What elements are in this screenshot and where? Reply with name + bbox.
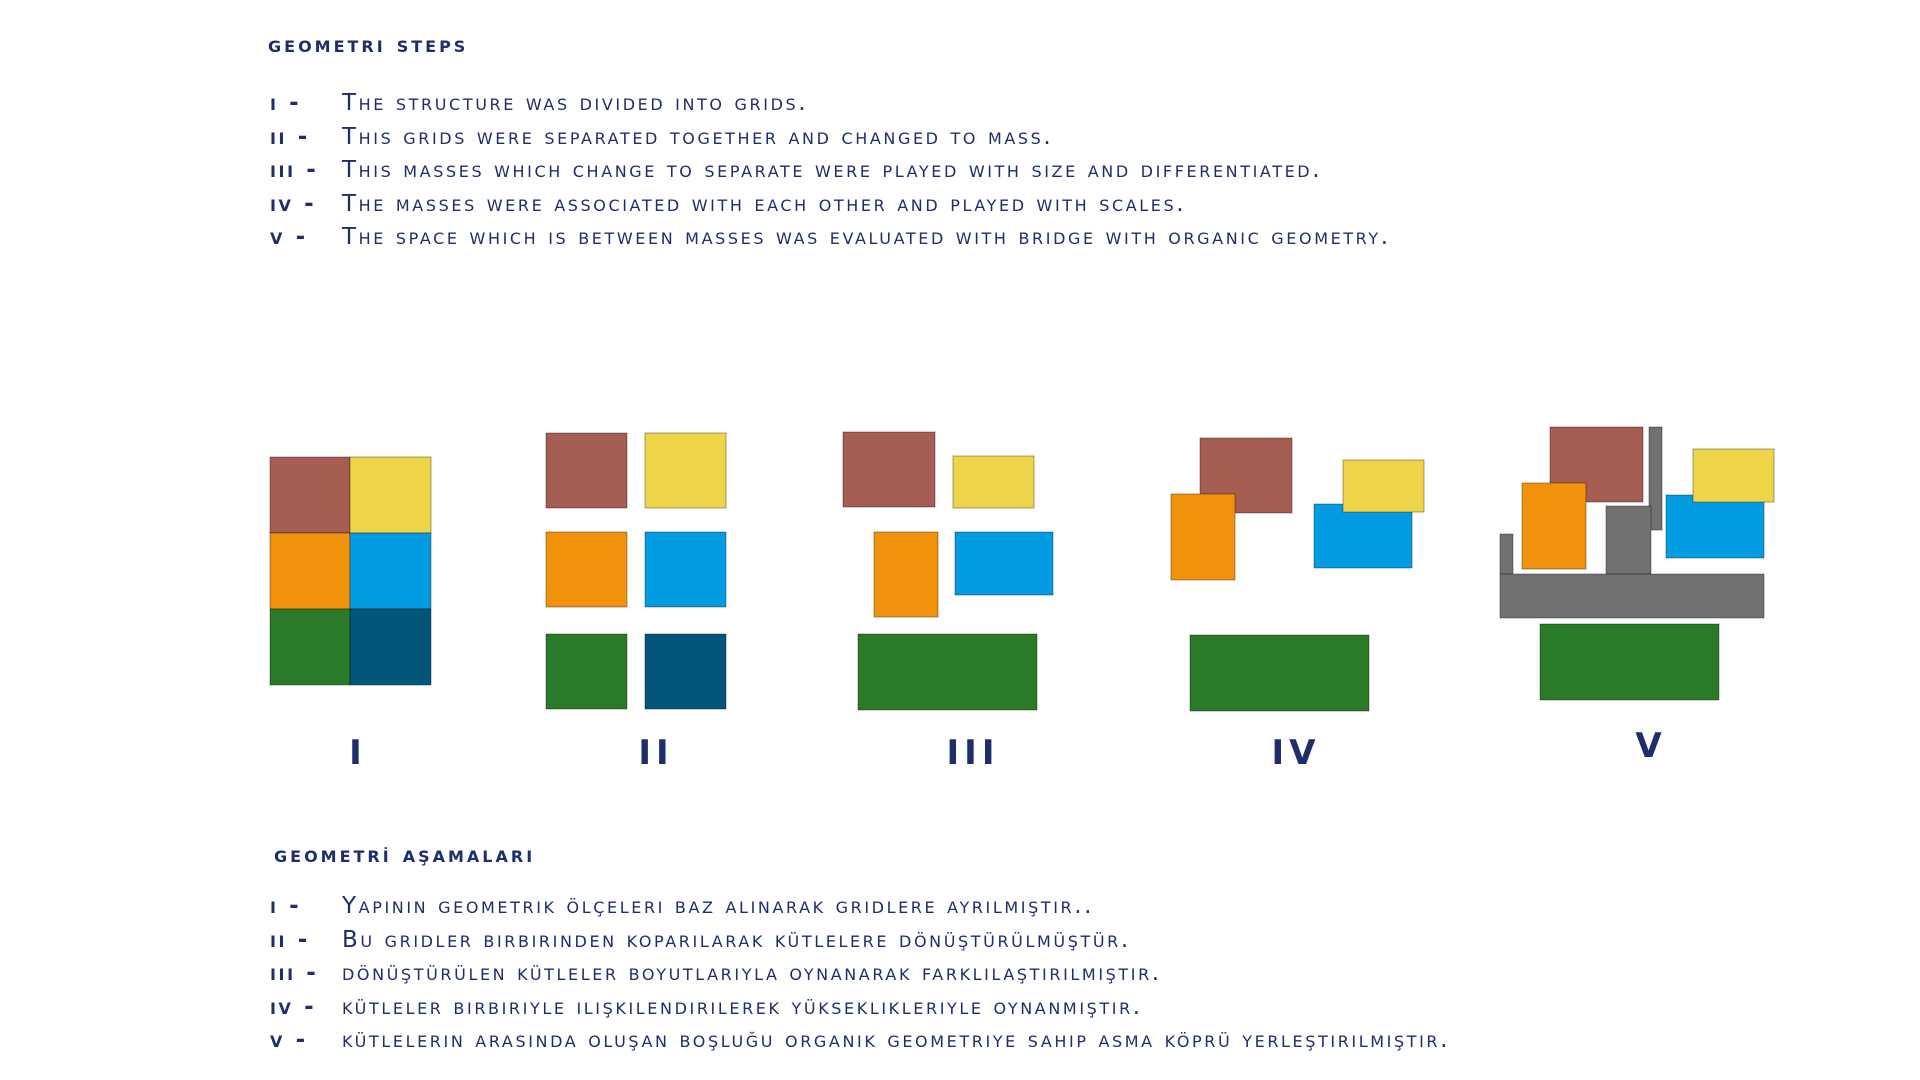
stage-label-1: I: [349, 733, 367, 773]
stage-3-group: [843, 432, 1053, 710]
stage-2-group: [546, 433, 726, 709]
list-item: [270, 890, 1450, 924]
block-blue: [1666, 495, 1764, 558]
block-orange: [874, 532, 938, 617]
stage-label-5: V: [1635, 726, 1667, 766]
stage-label-4: IV: [1271, 733, 1321, 773]
list-item: [270, 924, 1450, 958]
turkish-steps-list: [270, 890, 1450, 1058]
stage-1-group: [270, 457, 431, 685]
step-text: kütlelerin arasında oluşan boşluğu organik geometriye sahip asma köprü yerleştirilmiştir.: [342, 1027, 1451, 1053]
block-green: [1540, 624, 1719, 700]
block-blue: [645, 532, 726, 607]
step-text: The structure was divided into grids.: [342, 90, 809, 116]
step-number: iv -: [270, 993, 317, 1020]
step-number: ii -: [270, 123, 310, 150]
stage-5-group: [1500, 427, 1774, 700]
block-green: [858, 634, 1037, 710]
step-number: v -: [270, 1027, 308, 1053]
block-navy: [350, 609, 431, 685]
block-yellow: [645, 433, 726, 508]
block-orange: [1171, 494, 1235, 580]
step-text: The space which is between masses was evaluated with bridge with organic geometry.: [342, 224, 1391, 250]
block-blue: [1314, 504, 1412, 568]
step-number: ii -: [270, 926, 310, 953]
step-number: iv -: [270, 190, 317, 217]
block-orange: [1522, 483, 1586, 569]
step-number: i -: [270, 90, 302, 116]
step-number: v -: [270, 224, 308, 250]
block-green: [1190, 635, 1369, 711]
step-text: Yapının geometrik ölçeleri baz alınarak gridlere ayrılmıştır..: [342, 893, 1095, 919]
block-brown: [843, 432, 935, 507]
block-brown: [270, 457, 350, 533]
list-item: [270, 957, 1450, 991]
list-item: [270, 991, 1450, 1025]
step-text: The masses were associated with each other and played with scales.: [342, 190, 1187, 217]
stage-4-group: [1171, 438, 1424, 711]
list-item: [270, 1024, 1450, 1058]
step-number: i -: [270, 893, 302, 919]
block-yellow: [350, 457, 431, 533]
step-number: iii -: [270, 960, 319, 986]
block-blue: [955, 532, 1053, 595]
bridge-deck: [1500, 574, 1764, 618]
block-blue: [350, 533, 431, 609]
block-brown: [546, 433, 627, 508]
bridge-mast: [1500, 534, 1513, 574]
step-text: dönüştürülen kütleler boyutlarıyla oynanarak farklılaştırılmıştır.: [342, 960, 1162, 986]
block-navy: [645, 634, 726, 709]
english-title: geometri steps: [268, 32, 469, 58]
block-orange: [546, 532, 627, 607]
block-yellow: [1693, 449, 1774, 502]
step-number: iii -: [270, 157, 319, 183]
step-text: kütleler birbiriyle ilişkilendirilerek yükseklikleriyle oynanmıştır.: [342, 993, 1143, 1020]
stage-label-2: II: [638, 733, 674, 773]
block-green: [546, 634, 627, 709]
block-yellow: [1343, 460, 1424, 512]
block-orange: [270, 533, 350, 609]
block-yellow: [953, 456, 1034, 508]
block-green: [270, 609, 350, 685]
turkish-title: geometri̇ aşamalari: [274, 842, 536, 868]
step-text: This masses which change to separate were played with size and differentiated.: [342, 157, 1323, 183]
step-text: Bu gridler birbirinden koparılarak kütlelere dönüştürülmüştür.: [342, 926, 1131, 953]
stage-label-3: III: [946, 733, 1000, 773]
step-text: This grids were separated together and changed to mass.: [342, 123, 1054, 150]
bridge-tower: [1606, 506, 1651, 574]
